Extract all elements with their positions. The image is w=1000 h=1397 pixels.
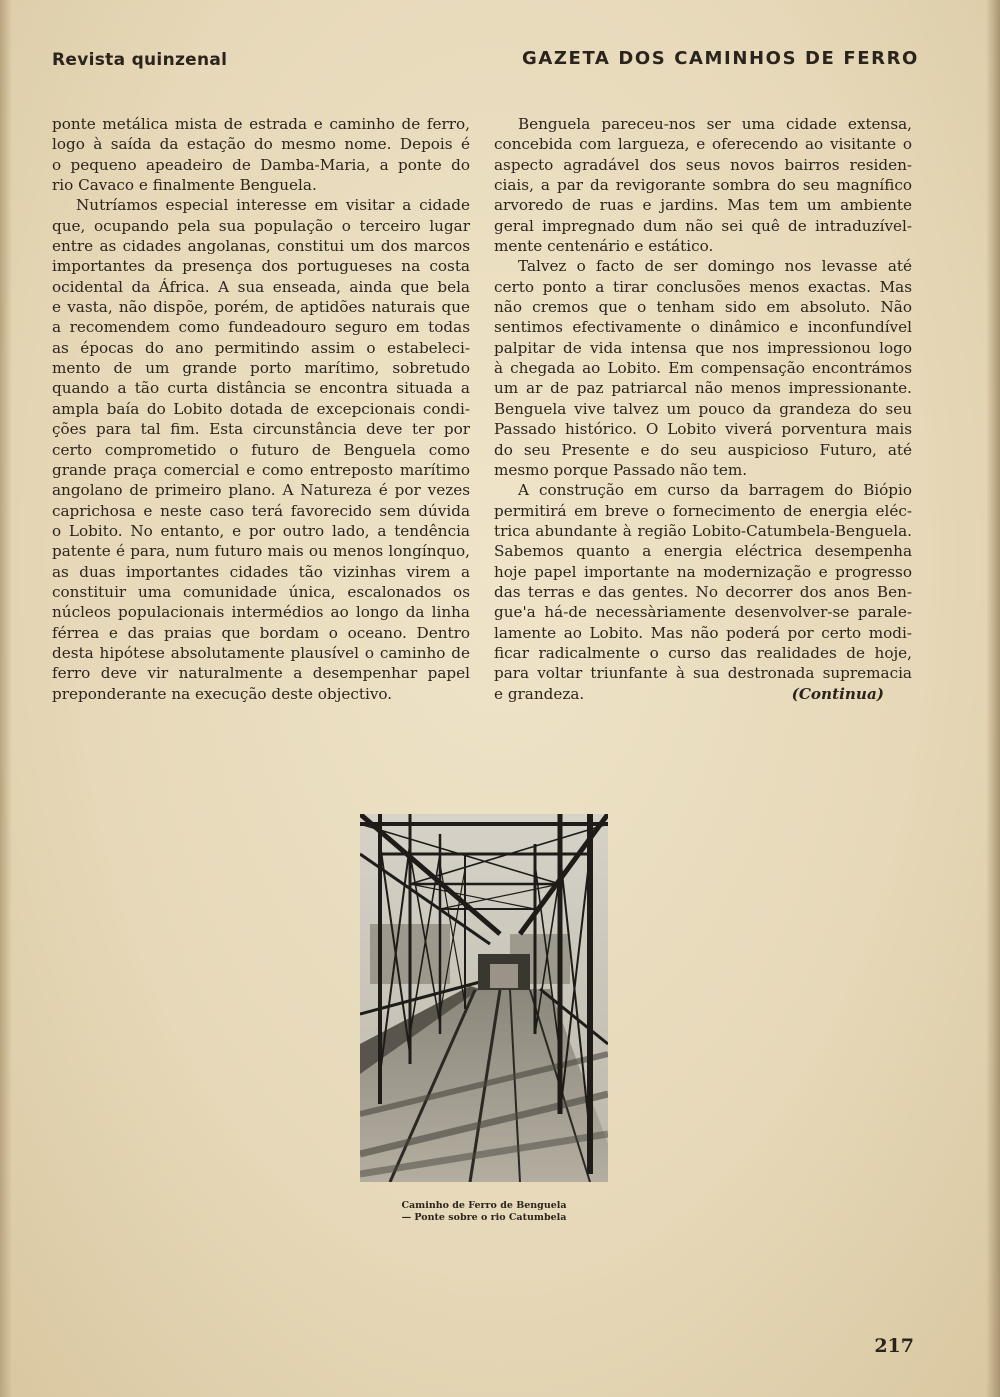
text-line: ferro deve vir naturalmente a desempenhar papel [52, 664, 470, 683]
bridge-photo [360, 814, 608, 1182]
text-line: desta hipótese absolutamente plausível o caminho de [52, 643, 470, 662]
caption-line: Caminho de Ferro de Benguela [401, 1200, 567, 1211]
text-line: angolano de primeiro plano. A Natureza é por vezes [52, 481, 470, 500]
text-line: mesmo porque Passado não tem. [494, 460, 748, 479]
text-line: preponderante na execução deste objectivo. [52, 684, 393, 703]
text-line: certo comprometido o futuro de Benguela como [52, 440, 470, 459]
text-line: ções para tal fim. Esta circunstância deve ter por [52, 420, 470, 439]
text-line: mento de um grande porto marítimo, sobretudo [52, 359, 470, 378]
text-line: rio Cavaco e finalmente Benguela. [52, 176, 317, 195]
text-line: o pequeno apeadeiro de Damba-Maria, a ponte do [52, 155, 470, 174]
text-line: as épocas do ano permitindo assim o estabeleci- [52, 338, 470, 357]
page-edge-left [0, 0, 12, 1397]
text-line: Passado histórico. O Lobito viverá porventura mais [494, 420, 912, 439]
text-line: um ar de paz patriarcal não menos impressionante. [494, 379, 912, 398]
caption-line: — Ponte sobre o rio Catumbela [401, 1212, 567, 1223]
text-line: certo ponto a tirar conclusões menos exactas. Mas [494, 277, 912, 296]
page-edge-right [986, 0, 1000, 1397]
text-line: o Lobito. No entanto, e por outro lado, a tendência [52, 521, 470, 540]
text-line: hoje papel importante na modernização e progresso [494, 562, 912, 581]
text-line: ciais, a par da revigorante sombra do seu magnífico [494, 176, 912, 195]
text-line: mente centenário e estático. [494, 237, 714, 256]
text-line: não cremos que o tenham sido em absoluto. Não [494, 298, 912, 317]
text-line: Nutríamos especial interesse em visitar a cidade [76, 196, 470, 215]
text-line: que, ocupando pela sua população o terceiro lugar [52, 216, 470, 235]
continued-note: (Continua) [791, 684, 884, 703]
text-line: as duas importantes cidades tão vizinhas virem a [52, 562, 470, 581]
text-line: a recomendem como fundeadouro seguro em todas [52, 318, 470, 337]
text-line: trica abundante à região Lobito-Catumbela-Benguela. [494, 521, 912, 540]
text-line: das terras e das gentes. No decorrer dos anos Ben- [494, 582, 912, 601]
text-line: ponte metálica mista de estrada e caminho de ferro, [52, 115, 470, 133]
text-line: aspecto agradável dos seus novos bairros residen- [494, 155, 912, 174]
running-header-right: GAZETA DOS CAMINHOS DE FERRO [522, 48, 919, 69]
text-column-left [52, 114, 470, 704]
page-number: 217 [874, 1335, 914, 1357]
text-line: à chegada ao Lobito. Em compensação encontrámos [494, 359, 912, 378]
text-line: geral impregnado dum não sei quê de intraduzível- [494, 216, 912, 235]
running-header-left: Revista quinzenal [52, 50, 228, 70]
text-line-final [494, 684, 912, 704]
text-line: patente é para, num futuro mais ou menos longínquo, [52, 542, 470, 561]
text-line: Sabemos quanto a energia eléctrica desempenha [494, 542, 912, 561]
text-line: ocidental da África. A sua enseada, ainda que bela [52, 277, 470, 296]
text-line: Talvez o facto de ser domingo nos levasse até [518, 257, 912, 276]
text-line: e vasta, não dispõe, porém, de aptidões naturais que [52, 298, 470, 317]
text-line: ficar radicalmente o curso das realidades de hoje, [494, 643, 912, 662]
text-line: núcleos populacionais intermédios ao longo da linha [52, 603, 470, 622]
text-line: do seu Presente e do seu auspicioso Futuro, até [494, 440, 912, 459]
text-column-right [494, 114, 912, 704]
text-line: sentimos efectivamente o dinâmico e inconfundível [494, 318, 912, 337]
text-line: palpitar de vida intensa que nos impressionou logo [494, 338, 912, 357]
text-line: quando a tão curta distância se encontra situada a [52, 379, 470, 398]
figure-caption [360, 1200, 608, 1224]
text-line: gue'a há-de necessàriamente desenvolver-se parale- [494, 603, 912, 622]
text-line: arvoredo de ruas e jardins. Mas tem um ambiente [494, 196, 912, 215]
text-line: para voltar triunfante à sua destronada supremacia [494, 664, 912, 683]
text-line: entre as cidades angolanas, constitui um dos marcos [52, 237, 470, 256]
text-line: permitirá em breve o fornecimento de energia eléc- [494, 501, 912, 520]
text-line: logo à saída da estação do mesmo nome. Depois é [52, 135, 470, 154]
text-line: ampla baía do Lobito dotada de excepcionais condi- [52, 399, 470, 418]
text-line: caprichosa e neste caso terá favorecido sem dúvida [52, 501, 470, 520]
text-line: A construção em curso da barragem do Biópio [518, 481, 912, 500]
text-line: grande praça comercial e como entreposto marítimo [52, 460, 470, 479]
text-line: férrea e das praias que bordam o oceano. Dentro [52, 623, 470, 642]
text-line: concebida com largueza, e oferecendo ao visitante o [494, 135, 912, 154]
text-line: Benguela vive talvez um pouco da grandeza do seu [494, 399, 912, 418]
text-line: importantes da presença dos portugueses na costa [52, 257, 470, 276]
final-words: e grandeza. [494, 684, 585, 703]
text-line: constituir uma comunidade única, escalonados os [52, 582, 470, 601]
text-line: lamente ao Lobito. Mas não poderá por certo modi- [494, 623, 912, 642]
text-line: Benguela pareceu-nos ser uma cidade extensa, [518, 115, 912, 133]
